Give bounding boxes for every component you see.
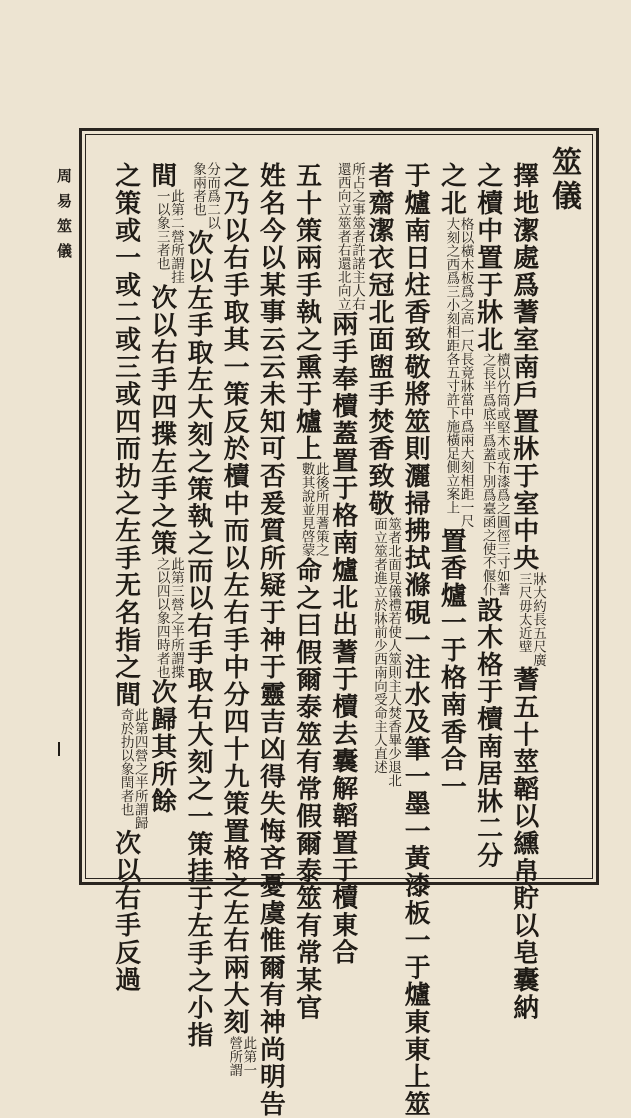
margin-book-title: 周易筮儀: [55, 168, 73, 268]
main-text: 兩手奉櫝蓋置于格南爐北出蓍于櫝去囊解韜置于櫝東合: [327, 310, 358, 966]
main-text: 次以左手取左大刻之策執之而以右手取右大刻之一策挂于左手之小指: [182, 229, 213, 1049]
main-text: 次以右手反過: [110, 829, 141, 994]
annotation-note: 櫝以竹筒或堅木或布漆爲之圓徑三寸如蓍之長半爲底半爲蓋下別爲臺函之使不偃仆: [479, 353, 510, 597]
annotation-note: 此第四營之半所謂歸奇於扐以象閏者也: [117, 708, 148, 830]
text-column: [255, 162, 286, 1118]
main-text: 擇地潔處爲蓍室南戶置牀于室中央: [508, 162, 539, 572]
annotation-note: 分而爲二以象兩者也: [189, 162, 221, 230]
annotation-note: 此第二營所謂挂一以象三者也: [153, 189, 184, 284]
main-text: 置香爐一于格南香合一: [436, 527, 467, 801]
text-column: [293, 162, 328, 1021]
annotation-note: 格以橫木板爲之高一尺長竟牀當中爲兩大刻相距一尺大刻之西爲三小刻相距各五寸許下施橫足側立案上: [443, 216, 474, 528]
main-text: 蓍五十莖韜以纁帛貯以皂囊納: [508, 666, 539, 1021]
text-column: [438, 162, 473, 800]
text-column: [148, 162, 183, 815]
annotation-note: 筮者北面見儀禮若使人筮則主人焚香畢少退北面立筮者進立於牀前少西南向受命主人直述: [370, 516, 402, 787]
main-text: 之北: [436, 162, 467, 217]
text-column: [510, 162, 545, 1021]
text-column: [400, 162, 431, 1118]
main-text: 者齋潔衣冠北面盥手焚香致敬: [363, 162, 394, 517]
main-text: 之策或一或二或三或四而扐之左手无名指之間: [110, 162, 141, 708]
text-column: [184, 162, 219, 1049]
annotation-note: 此後所用蓍策之數其說並見啓蒙: [298, 462, 329, 557]
text-column: [474, 162, 509, 869]
main-text: 命之曰假爾泰筮有常假爾泰筮有常某官: [291, 556, 322, 1021]
text-column: [329, 162, 364, 966]
main-text: 次歸其所餘: [146, 678, 177, 815]
text-column: [220, 162, 255, 1076]
page-number: [58, 742, 60, 756]
main-text: 于爐南日炷香致敬將筮則灑掃拂拭滌硯一注水及筆一墨一黃漆板一于爐東東上筮: [400, 162, 431, 1118]
main-text: 間: [146, 162, 177, 190]
main-text: 之櫝中置于牀北: [472, 162, 503, 354]
text-column: [112, 162, 147, 993]
main-text: 姓名今以某事云云未知可否爰質所疑于神于靈吉凶得失悔吝憂虞惟爾有神尚明告: [255, 162, 286, 1118]
document-title: 筮儀: [546, 146, 581, 214]
main-text: 次以右手四揲左手之策: [146, 283, 177, 557]
text-column: [365, 162, 400, 787]
annotation-note: 此第一營所謂: [226, 1035, 257, 1077]
main-text: 五十策兩手執之熏于爐上: [291, 162, 322, 463]
annotation-note: 此第三營之半所謂揲之以四以象四時者也: [153, 556, 184, 679]
main-text: 設木格于櫝南居牀二分: [472, 596, 503, 870]
annotation-note: 所占之事筮者許諾主人右還西向立筮者右還北向立: [334, 162, 365, 311]
main-text: 之乃以右手取其一策反於櫝中而以左右手中分四十九策置格之左右兩大刻: [219, 162, 250, 1036]
annotation-note: 牀大約長五尺廣三尺毋太近壁: [515, 571, 546, 666]
